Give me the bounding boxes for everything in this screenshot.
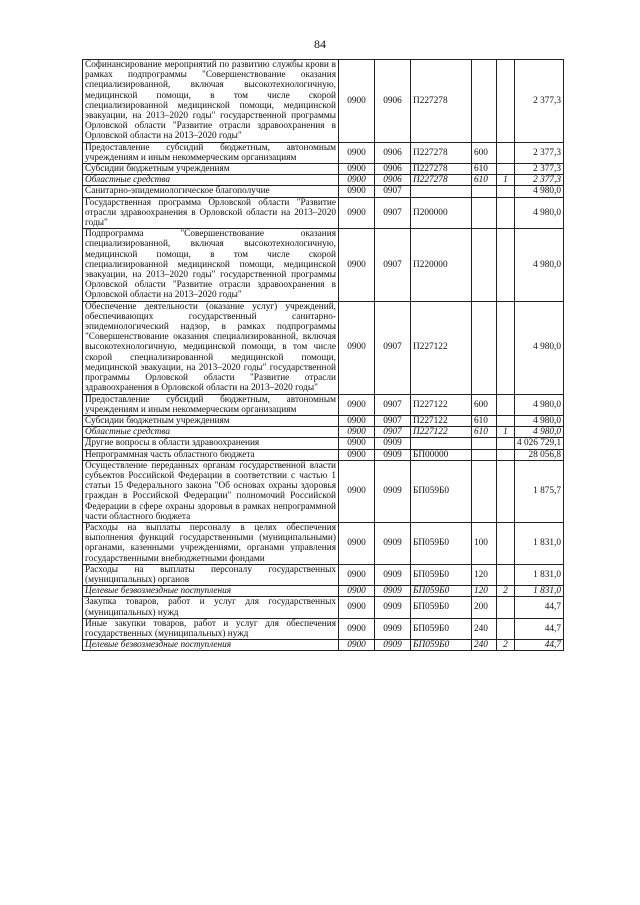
row-section-code: 0900: [339, 586, 375, 597]
row-section-code: 0900: [339, 427, 375, 438]
row-amount: 1 831,0: [515, 564, 564, 585]
table-row: [83, 564, 564, 585]
row-name-cell: Субсидии бюджетным учреждениям: [83, 415, 339, 426]
row-section-code: 0900: [339, 597, 375, 618]
row-funding-source-code: [497, 415, 515, 426]
row-subsection-code: 0909: [375, 640, 411, 651]
row-amount: 4 980,0: [515, 186, 564, 197]
table-row: [83, 415, 564, 426]
row-amount: 4 980,0: [515, 229, 564, 301]
row-section-code: 0900: [339, 460, 375, 522]
row-section-code: 0900: [339, 229, 375, 301]
row-target-article-code: П227122: [411, 394, 472, 415]
row-expense-type-code: [472, 60, 497, 143]
row-name-cell: Субсидии бюджетным учреждениям: [83, 164, 339, 175]
row-target-article-code: П227278: [411, 175, 472, 186]
row-section-code: 0900: [339, 564, 375, 585]
row-section-code: 0900: [339, 438, 375, 449]
row-amount: 4 980,0: [515, 301, 564, 394]
row-section-code: 0900: [339, 164, 375, 175]
table-row: [83, 197, 564, 229]
table-row: [83, 229, 564, 301]
row-target-article-code: [411, 186, 472, 197]
row-subsection-code: 0907: [375, 427, 411, 438]
row-amount: 44,7: [515, 597, 564, 618]
row-name-cell: Закупка товаров, работ и услуг для государственных (муниципальных) нужд: [83, 597, 339, 618]
row-expense-type-code: 240: [472, 618, 497, 639]
row-target-article-code: П227122: [411, 427, 472, 438]
row-section-code: 0900: [339, 640, 375, 651]
row-funding-source-code: 1: [497, 175, 515, 186]
row-funding-source-code: [497, 564, 515, 585]
row-expense-type-code: [472, 301, 497, 394]
row-subsection-code: 0909: [375, 460, 411, 522]
row-funding-source-code: [497, 597, 515, 618]
row-funding-source-code: [497, 449, 515, 460]
table-row: [83, 186, 564, 197]
row-subsection-code: 0907: [375, 301, 411, 394]
row-target-article-code: БП00000: [411, 449, 472, 460]
row-name-cell: Областные средства: [83, 427, 339, 438]
row-expense-type-code: [472, 197, 497, 229]
row-name-cell: Софинансирование мероприятий по развитию службы крови в рамках подпрограммы "Совершенствование оказания специализированной, включая высокотехнологичную, медицинской помощи, в том числе скорой специализированной медицинской помощи, медицинской эвакуации, на 2013–2020 годы" государственной программы Орловской области "Развитие отрасли здравоохранения в Орловской области на 2013–2020 годы": [83, 60, 339, 143]
row-funding-source-code: [497, 229, 515, 301]
row-name-cell: Осуществление переданных органам государственной власти субъектов Российской Федерации в соответствии с частью 1 статьи 15 Федерального закона "Об основах охраны здоровья граждан в Российской Федерации" полномочий Российской Федерации в сфере охраны здоровья в рамках непрограммной части областного бюджета: [83, 460, 339, 522]
row-subsection-code: 0909: [375, 522, 411, 564]
row-amount: 1 831,0: [515, 586, 564, 597]
table-body: [83, 60, 564, 651]
table-row: [83, 427, 564, 438]
row-amount: 2 377,3: [515, 142, 564, 163]
row-amount: 4 980,0: [515, 394, 564, 415]
row-section-code: 0900: [339, 301, 375, 394]
row-section-code: 0900: [339, 60, 375, 143]
row-section-code: 0900: [339, 415, 375, 426]
row-name-cell: Целевые безвозмездные поступления: [83, 586, 339, 597]
table-row: [83, 522, 564, 564]
row-subsection-code: 0909: [375, 597, 411, 618]
table-row: [83, 586, 564, 597]
row-name-cell: Областные средства: [83, 175, 339, 186]
row-funding-source-code: [497, 394, 515, 415]
row-subsection-code: 0907: [375, 197, 411, 229]
row-subsection-code: 0907: [375, 415, 411, 426]
row-subsection-code: 0909: [375, 618, 411, 639]
row-funding-source-code: 2: [497, 640, 515, 651]
row-expense-type-code: 610: [472, 427, 497, 438]
row-name-cell: Санитарно-эпидемиологическое благополучие: [83, 186, 339, 197]
row-funding-source-code: 1: [497, 427, 515, 438]
row-name-cell: Расходы на выплаты персоналу государственных (муниципальных) органов: [83, 564, 339, 585]
row-funding-source-code: [497, 460, 515, 522]
row-subsection-code: 0907: [375, 186, 411, 197]
page-number: 84: [314, 37, 326, 51]
row-subsection-code: 0906: [375, 175, 411, 186]
row-section-code: 0900: [339, 186, 375, 197]
row-amount: 28 056,8: [515, 449, 564, 460]
row-expense-type-code: 610: [472, 164, 497, 175]
row-expense-type-code: [472, 229, 497, 301]
row-section-code: 0900: [339, 522, 375, 564]
table-row: [83, 618, 564, 639]
row-subsection-code: 0907: [375, 394, 411, 415]
row-expense-type-code: [472, 460, 497, 522]
row-funding-source-code: [497, 197, 515, 229]
row-subsection-code: 0906: [375, 142, 411, 163]
row-expense-type-code: 200: [472, 597, 497, 618]
row-target-article-code: БП059Б0: [411, 640, 472, 651]
row-target-article-code: БП059Б0: [411, 460, 472, 522]
row-target-article-code: [411, 438, 472, 449]
row-expense-type-code: 240: [472, 640, 497, 651]
row-subsection-code: 0909: [375, 564, 411, 585]
row-amount: 4 980,0: [515, 427, 564, 438]
row-subsection-code: 0909: [375, 449, 411, 460]
row-funding-source-code: 2: [497, 586, 515, 597]
row-section-code: 0900: [339, 449, 375, 460]
row-funding-source-code: [497, 60, 515, 143]
table-row: [83, 142, 564, 163]
budget-table: [82, 59, 564, 651]
row-expense-type-code: 100: [472, 522, 497, 564]
table-row: [83, 597, 564, 618]
row-expense-type-code: 610: [472, 415, 497, 426]
row-funding-source-code: [497, 438, 515, 449]
row-name-cell: Расходы на выплаты персоналу в целях обеспечения выполнения функций государственными (муниципальными) органами, казенными учреждениями, органами управления государственными внебюджетными фондами: [83, 522, 339, 564]
row-target-article-code: П227122: [411, 415, 472, 426]
row-target-article-code: П220000: [411, 229, 472, 301]
row-expense-type-code: 120: [472, 586, 497, 597]
row-target-article-code: БП059Б0: [411, 522, 472, 564]
row-target-article-code: БП059Б0: [411, 586, 472, 597]
row-funding-source-code: [497, 142, 515, 163]
row-amount: 2 377,3: [515, 175, 564, 186]
row-amount: 4 026 729,1: [515, 438, 564, 449]
row-target-article-code: П227278: [411, 164, 472, 175]
row-funding-source-code: [497, 164, 515, 175]
row-name-cell: Иные закупки товаров, работ и услуг для обеспечения государственных (муниципальных) нужд: [83, 618, 339, 639]
row-amount: 1 831,0: [515, 522, 564, 564]
table-row: [83, 164, 564, 175]
row-section-code: 0900: [339, 618, 375, 639]
row-name-cell: Целевые безвозмездные поступления: [83, 640, 339, 651]
table-row: [83, 640, 564, 651]
row-funding-source-code: [497, 186, 515, 197]
row-expense-type-code: 120: [472, 564, 497, 585]
table-row: [83, 301, 564, 394]
row-target-article-code: П227122: [411, 301, 472, 394]
row-target-article-code: П227278: [411, 60, 472, 143]
row-section-code: 0900: [339, 175, 375, 186]
row-funding-source-code: [497, 522, 515, 564]
row-expense-type-code: [472, 186, 497, 197]
table-row: [83, 460, 564, 522]
row-name-cell: Непрограммная часть областного бюджета: [83, 449, 339, 460]
row-target-article-code: БП059Б0: [411, 597, 472, 618]
table-row: [83, 60, 564, 143]
table-row: [83, 438, 564, 449]
table-row: [83, 175, 564, 186]
row-expense-type-code: 600: [472, 394, 497, 415]
row-amount: 2 377,3: [515, 164, 564, 175]
row-target-article-code: П227278: [411, 142, 472, 163]
row-subsection-code: 0906: [375, 60, 411, 143]
row-subsection-code: 0907: [375, 229, 411, 301]
row-name-cell: Подпрограмма "Совершенствование оказания специализированной, включая высокотехнологичную, медицинской помощи, в том числе скорой специализированной медицинской помощи, медицинской эвакуации, на 2013–2020 годы" государственной программы Орловской области "Развитие отрасли здравоохранения в Орловской области на 2013–2020 годы": [83, 229, 339, 301]
row-expense-type-code: [472, 449, 497, 460]
table-row: [83, 449, 564, 460]
row-subsection-code: 0909: [375, 586, 411, 597]
row-funding-source-code: [497, 301, 515, 394]
row-name-cell: Предоставление субсидий бюджетным, автономным учреждениям и иным некоммерческим организациям: [83, 394, 339, 415]
row-target-article-code: П200000: [411, 197, 472, 229]
row-amount: 1 875,7: [515, 460, 564, 522]
row-amount: 4 980,0: [515, 197, 564, 229]
row-name-cell: Другие вопросы в области здравоохранения: [83, 438, 339, 449]
row-name-cell: Обеспечение деятельности (оказание услуг) учреждений, обеспечивающих государственный санитарно-эпидемиологический надзор, в рамках подпрограммы "Совершенствование оказания специализированной, включая высокотехнологичную, медицинской помощи, в том числе скорой специализированной медицинской помощи, медицинской эвакуации, на 2013–2020 годы" государственной программы Орловской области "Развитие отрасли здравоохранения в Орловской области на 2013–2020 годы": [83, 301, 339, 394]
row-expense-type-code: 600: [472, 142, 497, 163]
row-amount: 44,7: [515, 618, 564, 639]
row-section-code: 0900: [339, 197, 375, 229]
row-target-article-code: БП059Б0: [411, 564, 472, 585]
row-section-code: 0900: [339, 142, 375, 163]
row-name-cell: Предоставление субсидий бюджетным, автономным учреждениям и иным некоммерческим организациям: [83, 142, 339, 163]
row-expense-type-code: 610: [472, 175, 497, 186]
row-expense-type-code: [472, 438, 497, 449]
row-amount: 4 980,0: [515, 415, 564, 426]
row-subsection-code: 0906: [375, 164, 411, 175]
row-amount: 2 377,3: [515, 60, 564, 143]
table-row: [83, 394, 564, 415]
row-target-article-code: БП059Б0: [411, 618, 472, 639]
row-section-code: 0900: [339, 394, 375, 415]
row-name-cell: Государственная программа Орловской области "Развитие отрасли здравоохранения в Орловской области на 2013–2020 годы": [83, 197, 339, 229]
row-amount: 44,7: [515, 640, 564, 651]
row-subsection-code: 0909: [375, 438, 411, 449]
row-funding-source-code: [497, 618, 515, 639]
